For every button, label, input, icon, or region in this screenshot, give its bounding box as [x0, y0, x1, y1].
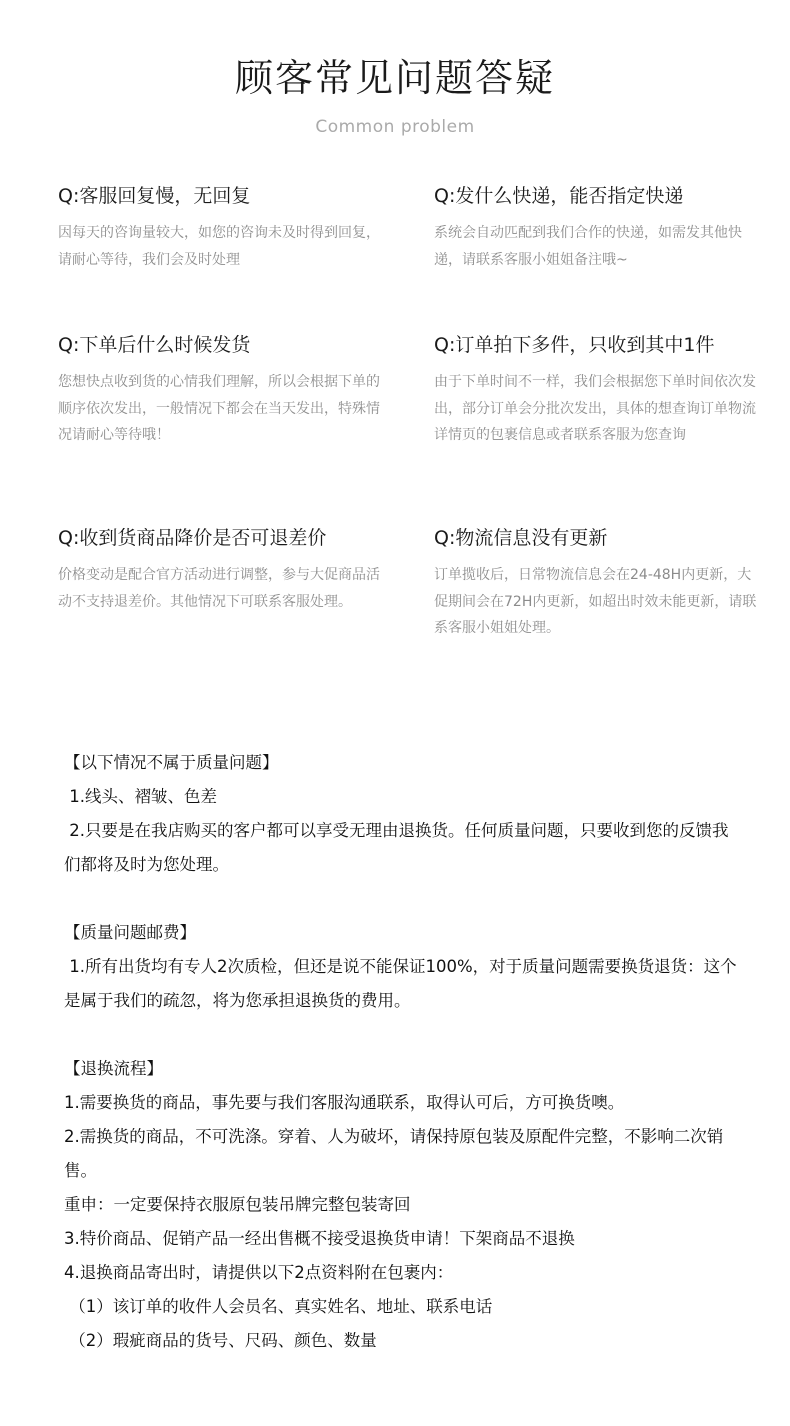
faq-item	[434, 331, 764, 449]
policy-line: 4.退换商品寄出时，请提供以下2点资料附在包裹内：	[64, 1263, 454, 1282]
policy-line: 1.线头、褶皱、色差	[64, 787, 217, 806]
faq-question: Q:下单后什么时候发货	[58, 334, 251, 356]
policy-line: 重申：一定要保持衣服原包装吊牌完整包装寄回	[64, 1195, 411, 1214]
section-heading: 【质量问题邮费】	[64, 923, 196, 942]
section-heading: 【退换流程】	[64, 1059, 163, 1078]
page-subtitle: Common problem	[315, 117, 475, 137]
faq-answer: 由于下单时间不一样，我们会根据您下单时间依次发出，部分订单会分批次发出，具体的想查询订单物流详情页的包裹信息或者联系客服为您查询	[434, 374, 756, 443]
return-policy	[64, 746, 744, 1358]
faq-question: Q:订单拍下多件，只收到其中1件	[434, 334, 715, 356]
faq-question: Q:收到货商品降价是否可退差价	[58, 527, 327, 549]
spacer	[64, 1018, 744, 1052]
faq-item	[58, 182, 388, 273]
faq-answer: 订单揽收后，日常物流信息会在24-48H内更新，大促期间会在72H内更新，如超出时效未能更新，请联系客服小姐姐处理。	[434, 567, 757, 636]
faq-item	[434, 182, 764, 273]
section-heading: 【以下情况不属于质量问题】	[64, 753, 279, 772]
policy-line: 1.需要换货的商品，事先要与我们客服沟通联系，取得认可后，方可换货噢。	[64, 1093, 625, 1112]
policy-line: 2.只要是在我店购买的客户都可以享受无理由退换货。任何质量问题，只要收到您的反馈我们都将及时为您处理。	[64, 821, 729, 874]
policy-line: 3.特价商品、促销产品一经出售概不接受退换货申请！下架商品不退换	[64, 1229, 575, 1248]
faq-answer: 您想快点收到货的心情我们理解，所以会根据下单的顺序依次发出，一般情况下都会在当天发出，特殊情况请耐心等待哦！	[58, 374, 380, 443]
page-title: 顾客常见问题答疑	[234, 56, 555, 100]
faq-item	[434, 524, 764, 642]
faq-answer: 价格变动是配合官方活动进行调整，参与大促商品活动不支持退差价。其他情况下可联系客服处理。	[58, 567, 380, 610]
policy-line: 2.需换货的商品，不可洗涤。穿着、人为破坏，请保持原包装及原配件完整，不影响二次销售。	[64, 1127, 724, 1180]
faq-answer: 系统会自动匹配到我们合作的快递，如需发其他快递，请联系客服小姐姐备注哦~	[434, 225, 742, 268]
policy-line: （2）瑕疵商品的货号、尺码、颜色、数量	[64, 1331, 377, 1350]
faq-question: Q:物流信息没有更新	[434, 527, 608, 549]
spacer	[64, 882, 744, 916]
faq-answer: 因每天的咨询量较大，如您的咨询未及时得到回复，请耐心等待，我们会及时处理	[58, 225, 380, 268]
policy-line: 1.所有出货均有专人2次质检，但还是说不能保证100%，对于质量问题需要换货退货：这个是属于我们的疏忽，将为您承担退换货的费用。	[64, 957, 737, 1010]
policy-line: （1）该订单的收件人会员名、真实姓名、地址、联系电话	[64, 1297, 493, 1316]
faq-question: Q:客服回复慢，无回复	[58, 185, 251, 207]
faq-question: Q:发什么快递，能否指定快递	[434, 185, 684, 207]
faq-item	[58, 331, 388, 449]
faq-item	[58, 524, 388, 615]
